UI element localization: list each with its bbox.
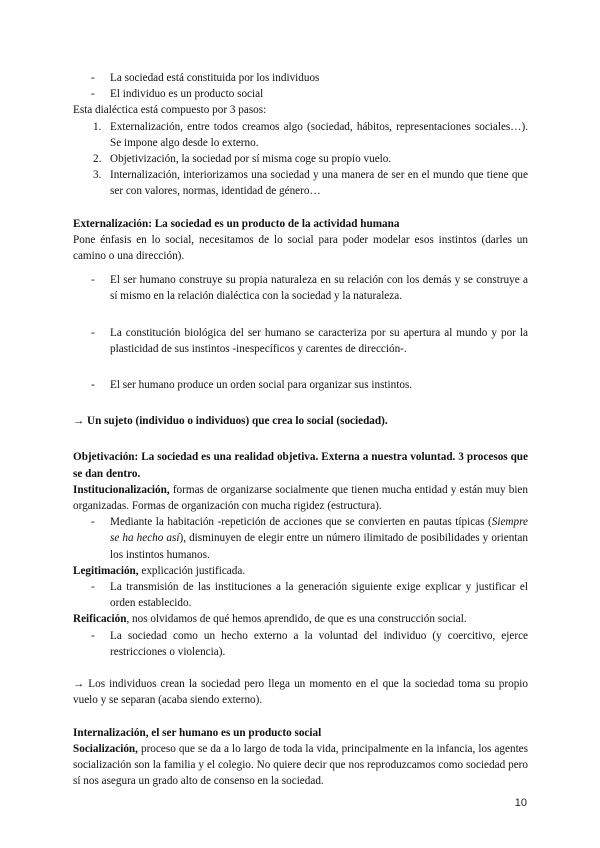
bullet-marker: -: [91, 326, 95, 339]
list-item: - La transmisión de las instituciones a la generación siguiente exige explicar y justificar el orden establecido.: [91, 581, 528, 610]
numbered-item: 1. Externalización, entre todos creamos algo (sociedad, hábitos, representaciones sociales…). Se impone algo desde lo externo.: [93, 120, 528, 149]
arrow-conclusion: → Los individuos crean la sociedad pero llega un momento en el que la sociedad toma su propio vuelo y se separan (acaba siendo externo).: [73, 678, 528, 707]
list-item: - La sociedad como un hecho externo a la voluntad del individuo (y coercitivo, ejerce restricciones o violencia).: [91, 629, 528, 658]
page-number: 10: [514, 797, 527, 809]
bullet-marker: -: [91, 379, 95, 392]
bullet-marker: -: [91, 72, 95, 84]
section-heading-externalizacion: Externalización: La sociedad es un producto de la actividad humana: [73, 217, 400, 230]
document-body: [73, 70, 528, 789]
numbered-item: 3. Internalización, interiorizamos una sociedad y una manera de ser en el mundo que tiene que ser con valores, normas, identidad de género…: [93, 169, 528, 198]
bullet-marker: -: [91, 274, 95, 287]
list-item: - El ser humano construye su propia naturaleza en su relación con los demás y se construye a sí mismo en la relación dialéctica con la sociedad y la naturaleza.: [91, 274, 528, 303]
bullet-marker: -: [91, 629, 95, 642]
arrow-conclusion: → Un sujeto (individuo o individuos) que crea lo social (sociedad).: [73, 415, 388, 428]
paragraph: Pone énfasis en lo social, necesitamos de lo social para poder modelar esos instintos (darles un camino o una dirección).: [73, 233, 528, 263]
paragraph: Legitimación, explicación justificada.: [73, 564, 246, 577]
section-heading-internalizacion: Internalización, el ser humano es un producto social: [73, 726, 322, 739]
dialectic-intro: Esta dialéctica está compuesto por 3 pasos:: [73, 104, 267, 117]
list-item: - Mediante la habitación -repetición de acciones que se convierten en pautas típicas (Siempre se ha hecho así), disminuyen de elegir entre un número ilimitado de posibilidades y orientan los instintos humanos.: [91, 516, 528, 561]
list-item: - La sociedad está constituida por los individuos: [73, 70, 528, 86]
paragraph: Reificación, nos olvidamos de qué hemos aprendido, de que es una construcción social.: [73, 613, 467, 626]
list-item: - La constitución biológica del ser humano se caracteriza por su apertura al mundo y por la plasticidad de sus instintos -inespecíficos y carentes de dirección-.: [91, 326, 528, 355]
bullet-marker: -: [91, 581, 95, 594]
list-item: - El individuo es un producto social: [73, 86, 528, 102]
paragraph: Institucionalización, formas de organizarse socialmente que tienen mucha entidad y están muy bien organizadas. Formas de organización con mucha rigidez (estructura).: [73, 483, 528, 513]
bullet-marker: -: [91, 88, 95, 101]
bullet-marker: -: [91, 516, 95, 529]
section-heading-objetivacion: Objetivación: La sociedad es una realidad objetiva. Externa a nuestra voluntad. 3 procesos que se dan dentro.: [73, 451, 528, 480]
paragraph: Socialización, proceso que se da a lo largo de toda la vida, principalmente en la infancia, los agentes socialización son la familia y el colegio. No quiere decir que nos reproduzcamos como sociedad pero sí nos asegura un grado alto de consenso en la sociedad.: [73, 742, 528, 788]
list-item: - El ser humano produce un orden social para organizar sus instintos.: [73, 377, 528, 393]
numbered-item: 2. Objetivización, la sociedad por sí misma coge su propio vuelo.: [93, 153, 392, 166]
